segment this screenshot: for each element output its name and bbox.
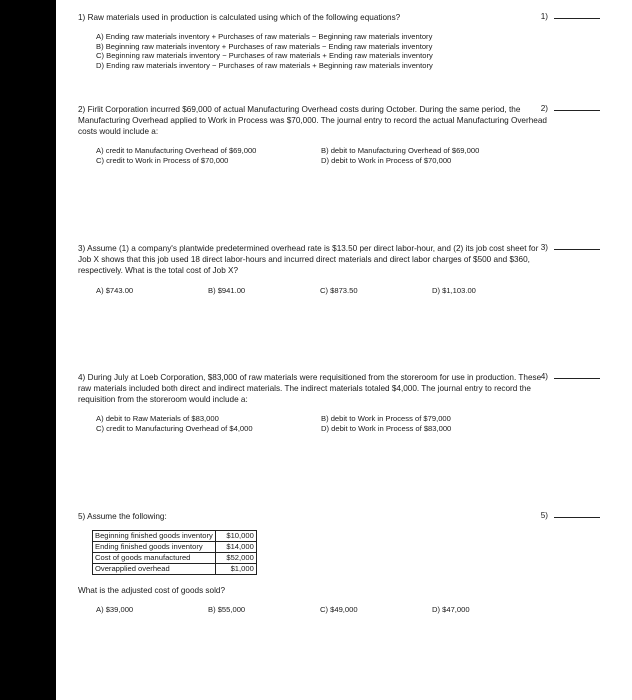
answer-line[interactable] — [554, 243, 600, 250]
answer-blank-1: 1) — [530, 12, 630, 21]
exam-page — [56, 0, 632, 700]
option-d: D) debit to Work in Process of $83,000 — [321, 423, 452, 433]
answer-blank-2: 2) — [530, 104, 630, 113]
answer-line[interactable] — [554, 12, 600, 19]
option-b: B) $941.00 — [208, 286, 246, 295]
question-text: During July at Loeb Corporation, $83,000 of raw materials were requisitioned from the storeroom for use in production. These raw materials included both direct and indirect materials. The indirect materials totaled $4,000. The journal entry to record the requisition from the storeroom would include a: — [78, 373, 542, 404]
option-a: A) credit to Manufacturing Overhead of $69,000 — [96, 146, 257, 155]
answer-blank-4: 4) — [530, 372, 630, 381]
question-3 — [78, 243, 548, 296]
option-b: B) debit to Work in Process of $79,000 — [321, 414, 451, 423]
option-d: D) $47,000 — [432, 605, 470, 614]
option-c: C) Beginning raw materials inventory − Purchases of raw materials + Ending raw materials inventory — [96, 51, 433, 60]
option-a: A) debit to Raw Materials of $83,000 — [96, 414, 219, 423]
option-a: A) Ending raw materials inventory + Purchases of raw materials − Beginning raw materials inventory — [96, 32, 433, 41]
option-c: C) credit to Manufacturing Overhead of $4,000 — [96, 423, 253, 433]
question-text: Firlit Corporation incurred $69,000 of actual Manufacturing Overhead costs during October. During the same period, the Manufacturing Overhead applied to Work in Process was $70,000. The journal entry to record the actual Manufacturing Overhead costs would include a: — [78, 105, 547, 136]
option-c: C) credit to Work in Process of $70,000 — [96, 155, 229, 165]
question-number: 3) — [78, 244, 86, 253]
option-b: B) debit to Manufacturing Overhead of $69,000 — [321, 146, 480, 155]
option-c: C) $873.50 — [320, 286, 358, 295]
question-2 — [78, 104, 548, 165]
question-number: 2) — [78, 105, 86, 114]
option-a: A) $39,000 — [96, 605, 134, 614]
table-row: Beginning finished goods inventory $10,000 — [93, 531, 257, 542]
question-text: Assume (1) a company's plantwide predetermined overhead rate is $13.50 per direct labor-hour, and (2) its job cost sheet for Job X shows that this job used 18 direct labor-hours and incurred direct materials and direct labor charges of $500 and $360, respectively. What is the total cost of Job X? — [78, 244, 539, 275]
cost-table — [92, 530, 257, 575]
answer-line[interactable] — [554, 372, 600, 379]
question-number: 1) — [78, 13, 86, 22]
question-number: 5) — [78, 512, 86, 521]
answer-blank-5: 5) — [530, 511, 630, 520]
option-a: A) $743.00 — [96, 286, 134, 295]
options-grid — [78, 414, 548, 433]
options-grid — [78, 146, 548, 165]
option-d: D) Ending raw materials inventory − Purchases of raw materials + Beginning raw materials inventory — [96, 60, 433, 70]
question-text: Raw materials used in production is calculated using which of the following equations? — [87, 13, 401, 22]
option-b: B) Beginning raw materials inventory + Purchases of raw materials − Ending raw materials inventory — [96, 41, 433, 51]
option-d: D) debit to Work in Process of $70,000 — [321, 155, 452, 165]
option-d: D) $1,103.00 — [432, 286, 476, 295]
question-text: Assume the following: — [87, 512, 167, 521]
options-row — [78, 604, 548, 615]
options-row — [78, 285, 548, 296]
table-row: Overapplied overhead $1,000 — [93, 564, 257, 575]
answer-line[interactable] — [554, 104, 600, 111]
table-row: Cost of goods manufactured $52,000 — [93, 553, 257, 564]
question-5 — [78, 511, 548, 615]
answer-line[interactable] — [554, 511, 600, 518]
question-number: 4) — [78, 373, 86, 382]
option-c: C) $49,000 — [320, 605, 358, 614]
option-b: B) $55,000 — [208, 605, 246, 614]
answer-blank-3: 3) — [530, 243, 630, 252]
question-prompt: What is the adjusted cost of goods sold? — [78, 586, 226, 595]
question-1 — [78, 12, 548, 70]
options-list — [78, 32, 548, 70]
table-row: Ending finished goods inventory $14,000 — [93, 542, 257, 553]
question-4 — [78, 372, 548, 433]
